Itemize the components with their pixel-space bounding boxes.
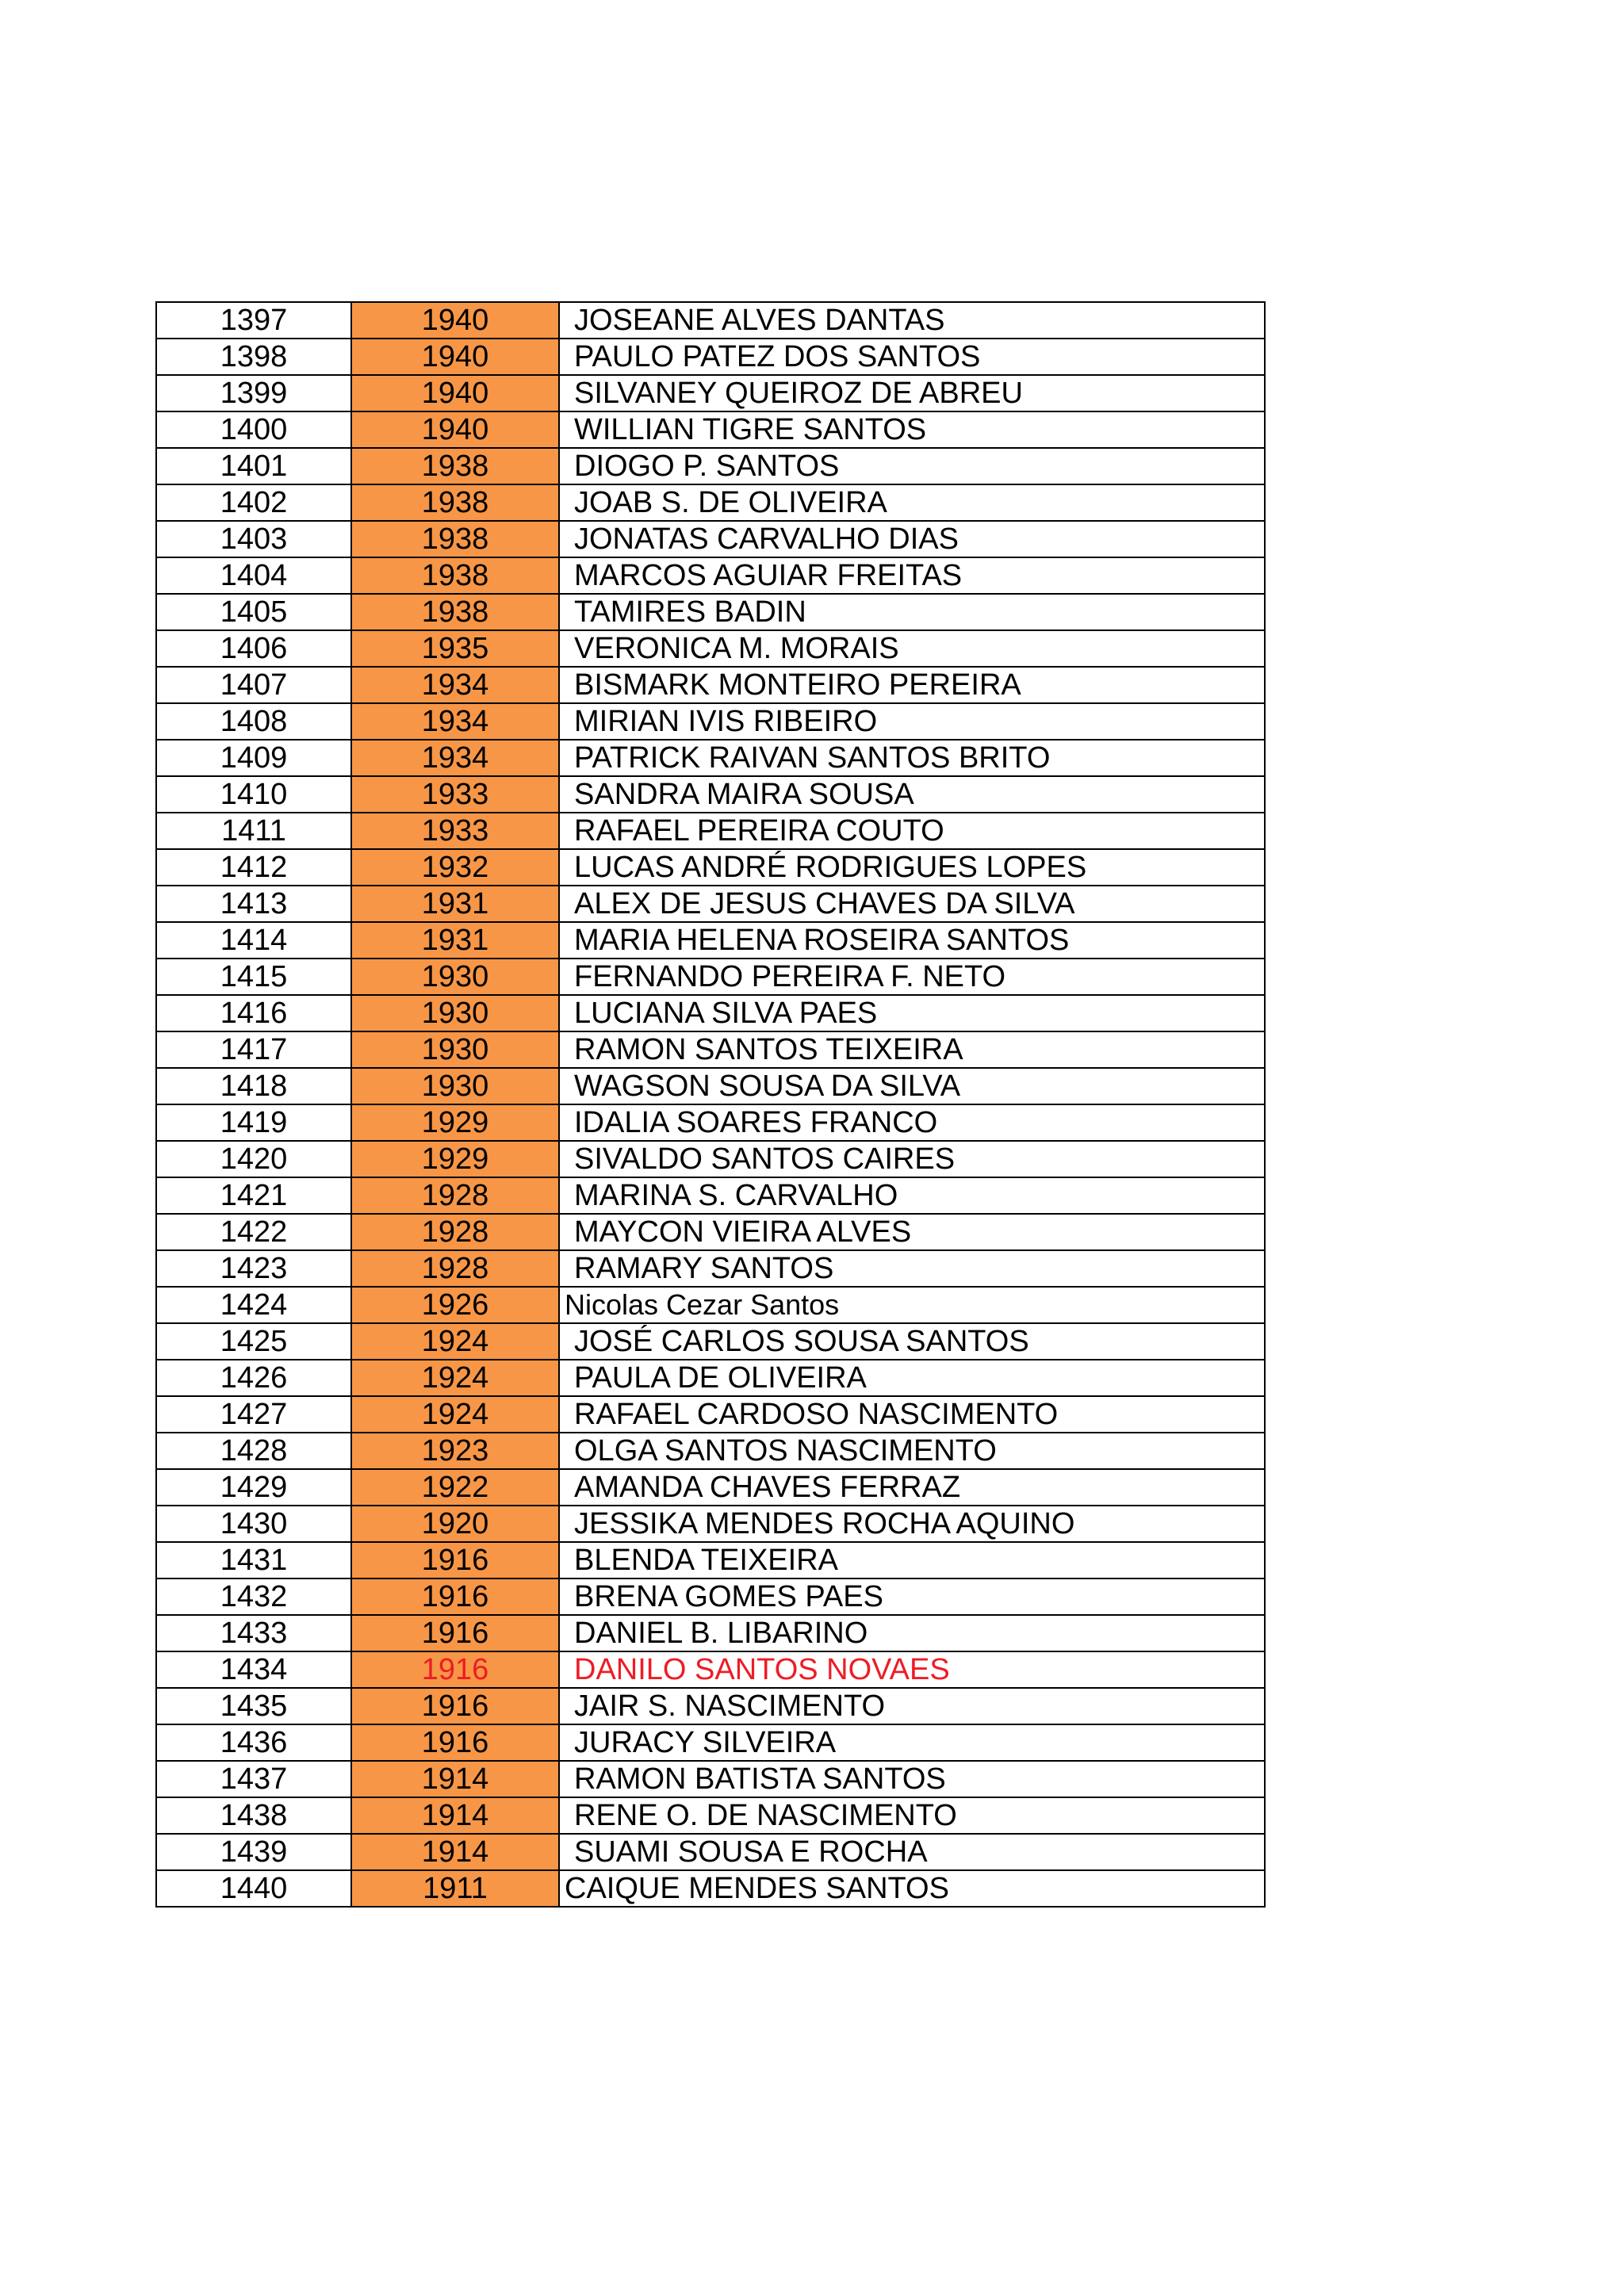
name-cell: PAULA DE OLIVEIRA xyxy=(559,1360,1265,1396)
row-number-cell: 1414 xyxy=(156,922,351,959)
table-row xyxy=(156,1797,1265,1834)
score-cell: 1934 xyxy=(351,703,559,740)
score-cell: 1914 xyxy=(351,1761,559,1797)
score-cell: 1933 xyxy=(351,776,559,813)
table-row xyxy=(156,1651,1265,1688)
table-row xyxy=(156,1141,1265,1177)
row-number-cell: 1421 xyxy=(156,1177,351,1214)
score-cell: 1911 xyxy=(351,1870,559,1907)
name-cell: MAYCON VIEIRA ALVES xyxy=(559,1214,1265,1250)
score-cell: 1938 xyxy=(351,557,559,594)
name-cell: VERONICA M. MORAIS xyxy=(559,630,1265,667)
name-cell: RAFAEL CARDOSO NASCIMENTO xyxy=(559,1396,1265,1433)
row-number-cell: 1410 xyxy=(156,776,351,813)
row-number-cell: 1429 xyxy=(156,1469,351,1506)
table-row xyxy=(156,740,1265,776)
row-number-cell: 1404 xyxy=(156,557,351,594)
row-number-cell: 1432 xyxy=(156,1578,351,1615)
name-cell: FERNANDO PEREIRA F. NETO xyxy=(559,959,1265,995)
row-number-cell: 1409 xyxy=(156,740,351,776)
row-number-cell: 1403 xyxy=(156,521,351,557)
row-number-cell: 1436 xyxy=(156,1724,351,1761)
name-cell: IDALIA SOARES FRANCO xyxy=(559,1104,1265,1141)
row-number-cell: 1419 xyxy=(156,1104,351,1141)
name-cell: JOAB S. DE OLIVEIRA xyxy=(559,484,1265,521)
score-cell: 1924 xyxy=(351,1396,559,1433)
name-cell: BRENA GOMES PAES xyxy=(559,1578,1265,1615)
score-cell: 1930 xyxy=(351,959,559,995)
table-row xyxy=(156,630,1265,667)
row-number-cell: 1427 xyxy=(156,1396,351,1433)
table-row xyxy=(156,1214,1265,1250)
row-number-cell: 1402 xyxy=(156,484,351,521)
score-cell: 1934 xyxy=(351,740,559,776)
name-cell: OLGA SANTOS NASCIMENTO xyxy=(559,1433,1265,1469)
row-number-cell: 1411 xyxy=(156,813,351,849)
name-cell: SANDRA MAIRA SOUSA xyxy=(559,776,1265,813)
row-number-cell: 1408 xyxy=(156,703,351,740)
score-cell: 1929 xyxy=(351,1104,559,1141)
table-row xyxy=(156,448,1265,484)
row-number-cell: 1428 xyxy=(156,1433,351,1469)
name-cell: LUCIANA SILVA PAES xyxy=(559,995,1265,1031)
table-row xyxy=(156,521,1265,557)
row-number-cell: 1424 xyxy=(156,1287,351,1323)
name-cell: RENE O. DE NASCIMENTO xyxy=(559,1797,1265,1834)
name-cell: MARCOS AGUIAR FREITAS xyxy=(559,557,1265,594)
table-row xyxy=(156,339,1265,375)
table-row xyxy=(156,1578,1265,1615)
name-cell: CAIQUE MENDES SANTOS xyxy=(559,1870,1265,1907)
score-cell: 1914 xyxy=(351,1834,559,1870)
row-number-cell: 1440 xyxy=(156,1870,351,1907)
row-number-cell: 1437 xyxy=(156,1761,351,1797)
row-number-cell: 1433 xyxy=(156,1615,351,1651)
row-number-cell: 1439 xyxy=(156,1834,351,1870)
row-number-cell: 1438 xyxy=(156,1797,351,1834)
score-cell: 1930 xyxy=(351,1068,559,1104)
table-row xyxy=(156,667,1265,703)
table-row xyxy=(156,1104,1265,1141)
row-number-cell: 1397 xyxy=(156,302,351,339)
score-cell: 1916 xyxy=(351,1688,559,1724)
name-cell: WILLIAN TIGRE SANTOS xyxy=(559,411,1265,448)
row-number-cell: 1418 xyxy=(156,1068,351,1104)
row-number-cell: 1423 xyxy=(156,1250,351,1287)
row-number-cell: 1417 xyxy=(156,1031,351,1068)
name-cell: JOSEANE ALVES DANTAS xyxy=(559,302,1265,339)
name-cell: WAGSON SOUSA DA SILVA xyxy=(559,1068,1265,1104)
name-cell: MIRIAN IVIS RIBEIRO xyxy=(559,703,1265,740)
name-cell: DANILO SANTOS NOVAES xyxy=(559,1651,1265,1688)
name-cell: JAIR S. NASCIMENTO xyxy=(559,1688,1265,1724)
row-number-cell: 1399 xyxy=(156,375,351,411)
score-cell: 1938 xyxy=(351,521,559,557)
table-row xyxy=(156,1287,1265,1323)
name-cell: RAMARY SANTOS xyxy=(559,1250,1265,1287)
score-cell: 1924 xyxy=(351,1360,559,1396)
table-row xyxy=(156,1323,1265,1360)
row-number-cell: 1431 xyxy=(156,1542,351,1578)
row-number-cell: 1412 xyxy=(156,849,351,886)
score-cell: 1924 xyxy=(351,1323,559,1360)
table-row xyxy=(156,995,1265,1031)
score-cell: 1916 xyxy=(351,1542,559,1578)
name-cell: JURACY SILVEIRA xyxy=(559,1724,1265,1761)
name-cell: Nicolas Cezar Santos xyxy=(559,1287,1265,1323)
table-row xyxy=(156,1396,1265,1433)
table-row xyxy=(156,484,1265,521)
name-cell: AMANDA CHAVES FERRAZ xyxy=(559,1469,1265,1506)
score-cell: 1928 xyxy=(351,1177,559,1214)
table-row xyxy=(156,1360,1265,1396)
score-cell: 1916 xyxy=(351,1578,559,1615)
score-cell: 1940 xyxy=(351,302,559,339)
score-cell: 1933 xyxy=(351,813,559,849)
table-row xyxy=(156,813,1265,849)
name-cell: RAMON SANTOS TEIXEIRA xyxy=(559,1031,1265,1068)
row-number-cell: 1406 xyxy=(156,630,351,667)
name-cell: DIOGO P. SANTOS xyxy=(559,448,1265,484)
row-number-cell: 1398 xyxy=(156,339,351,375)
score-cell: 1938 xyxy=(351,448,559,484)
table-row xyxy=(156,1177,1265,1214)
score-cell: 1940 xyxy=(351,375,559,411)
score-cell: 1935 xyxy=(351,630,559,667)
row-number-cell: 1416 xyxy=(156,995,351,1031)
name-cell: DANIEL B. LIBARINO xyxy=(559,1615,1265,1651)
row-number-cell: 1426 xyxy=(156,1360,351,1396)
name-cell: MARIA HELENA ROSEIRA SANTOS xyxy=(559,922,1265,959)
table-row xyxy=(156,1615,1265,1651)
table-row xyxy=(156,302,1265,339)
table-row xyxy=(156,1433,1265,1469)
name-cell: BISMARK MONTEIRO PEREIRA xyxy=(559,667,1265,703)
table-row xyxy=(156,1688,1265,1724)
table-row xyxy=(156,886,1265,922)
score-cell: 1940 xyxy=(351,339,559,375)
score-cell: 1931 xyxy=(351,922,559,959)
table-row xyxy=(156,776,1265,813)
score-cell: 1922 xyxy=(351,1469,559,1506)
name-cell: SUAMI SOUSA E ROCHA xyxy=(559,1834,1265,1870)
score-cell: 1940 xyxy=(351,411,559,448)
score-cell: 1920 xyxy=(351,1506,559,1542)
table-row xyxy=(156,1068,1265,1104)
row-number-cell: 1407 xyxy=(156,667,351,703)
score-cell: 1938 xyxy=(351,594,559,630)
table-row xyxy=(156,375,1265,411)
ranking-table xyxy=(155,301,1266,1908)
row-number-cell: 1415 xyxy=(156,959,351,995)
name-cell: JESSIKA MENDES ROCHA AQUINO xyxy=(559,1506,1265,1542)
row-number-cell: 1422 xyxy=(156,1214,351,1250)
name-cell: TAMIRES BADIN xyxy=(559,594,1265,630)
score-cell: 1932 xyxy=(351,849,559,886)
table-row xyxy=(156,411,1265,448)
table-row xyxy=(156,1031,1265,1068)
score-cell: 1916 xyxy=(351,1651,559,1688)
name-cell: BLENDA TEIXEIRA xyxy=(559,1542,1265,1578)
table-row xyxy=(156,959,1265,995)
table-row xyxy=(156,594,1265,630)
table-row xyxy=(156,1834,1265,1870)
row-number-cell: 1405 xyxy=(156,594,351,630)
row-number-cell: 1435 xyxy=(156,1688,351,1724)
score-cell: 1930 xyxy=(351,995,559,1031)
table-row xyxy=(156,557,1265,594)
name-cell: MARINA S. CARVALHO xyxy=(559,1177,1265,1214)
row-number-cell: 1430 xyxy=(156,1506,351,1542)
table-row xyxy=(156,1250,1265,1287)
score-cell: 1914 xyxy=(351,1797,559,1834)
row-number-cell: 1400 xyxy=(156,411,351,448)
name-cell: SIVALDO SANTOS CAIRES xyxy=(559,1141,1265,1177)
score-cell: 1931 xyxy=(351,886,559,922)
table-row xyxy=(156,1761,1265,1797)
table-row xyxy=(156,1542,1265,1578)
score-cell: 1928 xyxy=(351,1250,559,1287)
score-cell: 1923 xyxy=(351,1433,559,1469)
score-cell: 1916 xyxy=(351,1724,559,1761)
table-row xyxy=(156,1506,1265,1542)
score-cell: 1930 xyxy=(351,1031,559,1068)
name-cell: LUCAS ANDRÉ RODRIGUES LOPES xyxy=(559,849,1265,886)
name-cell: RAMON BATISTA SANTOS xyxy=(559,1761,1265,1797)
name-cell: PATRICK RAIVAN SANTOS BRITO xyxy=(559,740,1265,776)
name-cell: ALEX DE JESUS CHAVES DA SILVA xyxy=(559,886,1265,922)
name-cell: JONATAS CARVALHO DIAS xyxy=(559,521,1265,557)
table-row xyxy=(156,1469,1265,1506)
name-cell: RAFAEL PEREIRA COUTO xyxy=(559,813,1265,849)
row-number-cell: 1425 xyxy=(156,1323,351,1360)
row-number-cell: 1401 xyxy=(156,448,351,484)
score-cell: 1938 xyxy=(351,484,559,521)
score-cell: 1928 xyxy=(351,1214,559,1250)
table-row xyxy=(156,1724,1265,1761)
table-row xyxy=(156,922,1265,959)
table-row xyxy=(156,1870,1265,1907)
name-cell: SILVANEY QUEIROZ DE ABREU xyxy=(559,375,1265,411)
table-row xyxy=(156,849,1265,886)
score-cell: 1916 xyxy=(351,1615,559,1651)
row-number-cell: 1420 xyxy=(156,1141,351,1177)
ranking-table-body xyxy=(156,302,1265,1907)
name-cell: PAULO PATEZ DOS SANTOS xyxy=(559,339,1265,375)
score-cell: 1926 xyxy=(351,1287,559,1323)
score-cell: 1929 xyxy=(351,1141,559,1177)
row-number-cell: 1434 xyxy=(156,1651,351,1688)
table-row xyxy=(156,703,1265,740)
row-number-cell: 1413 xyxy=(156,886,351,922)
score-cell: 1934 xyxy=(351,667,559,703)
name-cell: JOSÉ CARLOS SOUSA SANTOS xyxy=(559,1323,1265,1360)
